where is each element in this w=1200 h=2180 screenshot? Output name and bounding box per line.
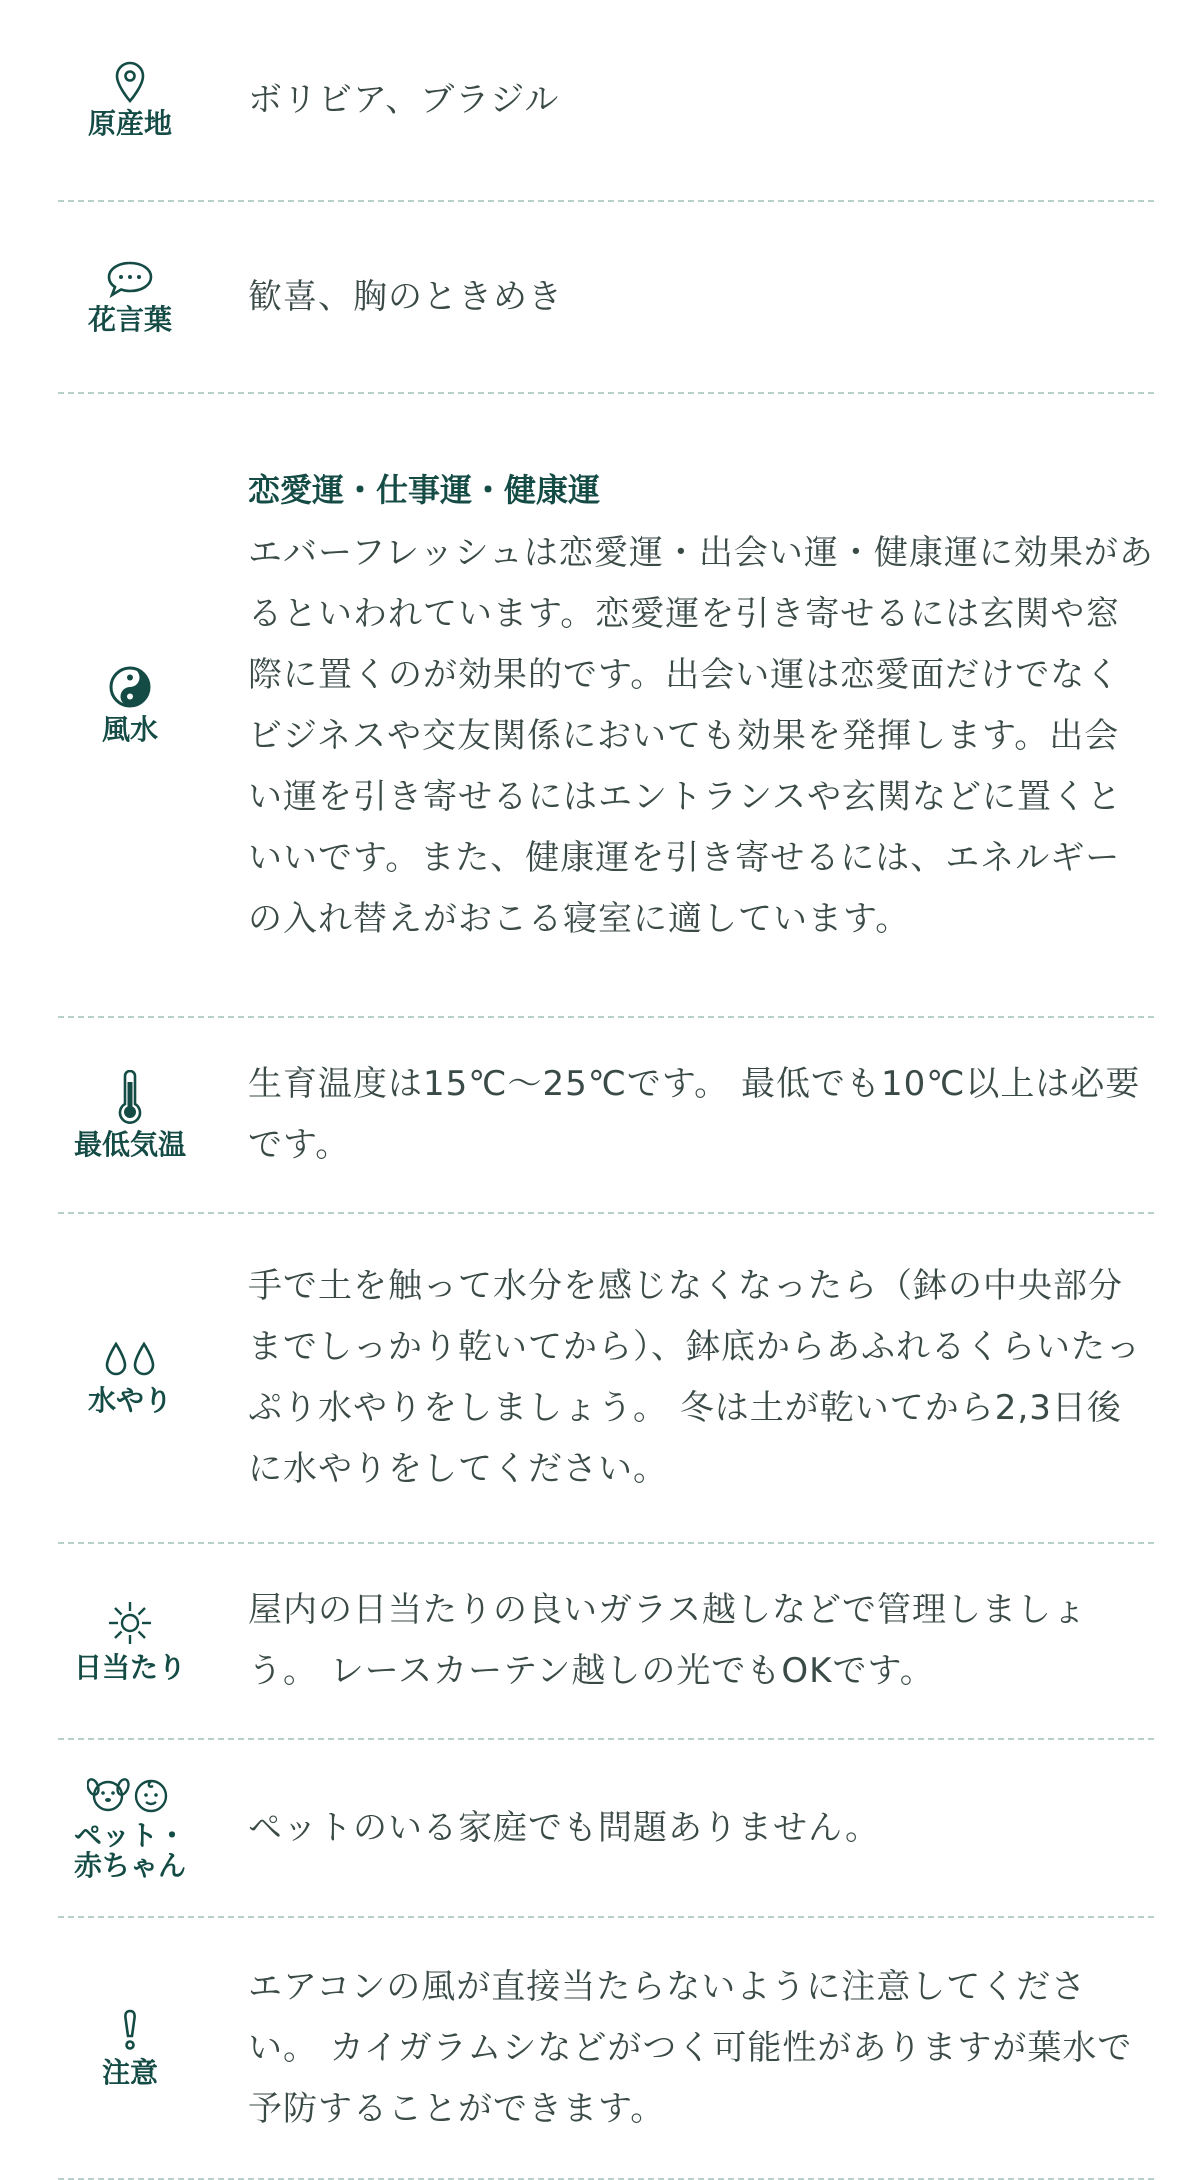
info-row-watering <box>58 1214 1154 1544</box>
info-row-sunlight <box>58 1544 1154 1740</box>
row-content <box>248 70 1154 131</box>
row-content <box>248 1580 1154 1702</box>
info-row-caution <box>58 1918 1154 2180</box>
row-label-column <box>58 259 202 335</box>
row-text: 屋内の日当たりの良いガラス越しなどで管理しましょう。 レースカーテン越しの光でもOKです。 <box>248 1590 1087 1691</box>
row-text: エバーフレッシュは恋愛運・出会い運・健康運に効果があるといわれています。恋愛運を引き寄せるには玄関や窓際に置くのが効果的です。出会い運は恋愛面だけでなくビジネスや交友関係においても効果を発揮します。出会い運を引き寄せるにはエントランスや玄関などに置くといいです。また、健康運を引き寄せるには、エネルギーの入れ替えがおこる寝室に適しています。 <box>248 532 1154 939</box>
row-label-column <box>58 1775 202 1881</box>
info-row-pets-babies <box>58 1740 1154 1918</box>
row-content <box>248 1798 1154 1859</box>
info-row-min-temperature <box>58 1018 1154 1214</box>
row-label-column <box>58 2008 202 2088</box>
row-label: 花言葉 <box>87 303 172 336</box>
row-label-column <box>58 1599 202 1683</box>
thermometer-icon <box>117 1070 143 1124</box>
row-label-column <box>58 61 202 139</box>
row-label-column <box>58 1070 202 1160</box>
info-row-flower-language <box>58 202 1154 394</box>
row-label: 最低気温 <box>73 1128 186 1161</box>
row-text: 生育温度は15℃〜25℃です。 最低でも10℃以上は必要です。 <box>248 1064 1141 1165</box>
row-text: ボリビア、ブラジル <box>248 79 560 120</box>
map-pin-icon <box>113 61 147 103</box>
row-label: 注意 <box>101 2056 158 2089</box>
row-content <box>248 461 1154 950</box>
row-label: 原産地 <box>87 107 172 140</box>
row-label: 水やり <box>87 1384 172 1417</box>
row-text: エアコンの風が直接当たらないように注意してください。 カイガラムシなどがつく可能性がありますが葉水で予防することができます。 <box>248 1966 1133 2129</box>
row-text: 手で土を触って水分を感じなくなったら（鉢の中央部分までしっかり乾いてから）、鉢底からあふれるくらいたっぷり水やりをしましょう。 冬は土が乾いてから2,3日後に水やりをしてください。 <box>248 1266 1141 1489</box>
caution-icon <box>121 2008 139 2052</box>
info-row-feng-shui <box>58 394 1154 1018</box>
yin-yang-icon <box>108 665 152 709</box>
row-content <box>248 1957 1154 2140</box>
row-content <box>248 267 1154 328</box>
row-heading: 恋愛運・仕事運・健康運 <box>248 470 601 509</box>
row-text: 歓喜、胸のときめき <box>248 276 563 317</box>
row-text: ペットのいる家庭でも問題ありません。 <box>248 1807 881 1848</box>
speech-bubble-icon <box>105 259 155 299</box>
row-label-column <box>58 1340 202 1416</box>
water-drops-icon <box>102 1340 158 1380</box>
pet-baby-icon <box>87 1775 173 1815</box>
row-content <box>248 1256 1154 1500</box>
row-label-column <box>58 665 202 745</box>
row-label: 日当たり <box>73 1651 186 1684</box>
row-label: 風水 <box>101 713 158 746</box>
row-content <box>248 1054 1154 1176</box>
row-label: ペット・ 赤ちゃん <box>73 1819 186 1882</box>
info-row-origin <box>58 0 1154 202</box>
plant-care-info-list <box>58 0 1154 2180</box>
sun-icon <box>106 1599 154 1647</box>
